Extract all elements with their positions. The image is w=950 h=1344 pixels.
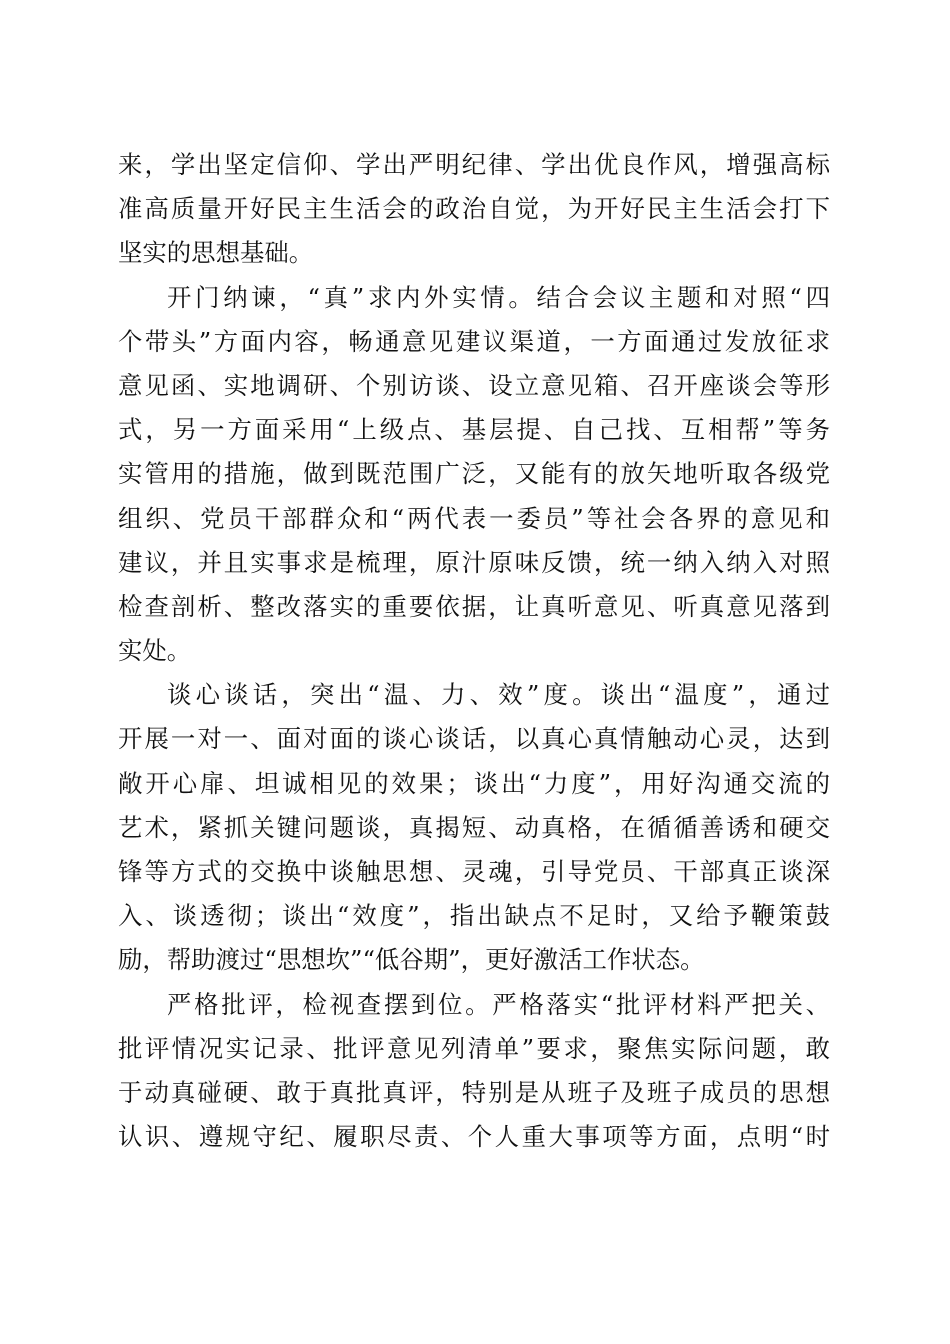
paragraph-2-line-1: 开门纳谏，“真”求内外实情。结合会议主题和对照“四 — [167, 282, 830, 312]
paragraph-1-line-2: 准高质量开好民主生活会的政治自觉，为开好民主生活会打下 — [118, 194, 830, 224]
paragraph-4-line-2: 批评情况实记录、批评意见列清单”要求，聚焦实际问题，敢 — [118, 1033, 830, 1063]
paragraph-3-line-7: 励，帮助渡过“思想坎”“低谷期”，更好激活工作状态。 — [118, 945, 705, 975]
paragraph-1-line-3: 坚实的思想基础。 — [118, 238, 314, 268]
paragraph-2-line-2: 个带头”方面内容，畅通意见建议渠道，一方面通过发放征求 — [118, 326, 830, 356]
paragraph-4-line-3: 于动真碰硬、敢于真批真评，特别是从班子及班子成员的思想 — [118, 1077, 830, 1107]
paragraph-3-line-2: 开展一对一、面对面的谈心谈话，以真心真情触动心灵，达到 — [118, 724, 830, 754]
paragraph-3-line-4: 艺术，紧抓关键问题谈，真揭短、动真格，在循循善诱和硬交 — [118, 812, 830, 842]
paragraph-3-line-3: 敞开心扉、坦诚相见的效果；谈出“力度”，用好沟通交流的 — [118, 768, 830, 798]
paragraph-2-line-6: 组织、党员干部群众和“两代表一委员”等社会各界的意见和 — [118, 503, 830, 533]
document-body — [118, 143, 830, 1159]
paragraph-2-line-3: 意见函、实地调研、个别访谈、设立意见箱、召开座谈会等形 — [118, 370, 830, 400]
paragraph-2-line-5: 实管用的措施，做到既范围广泛，又能有的放矢地听取各级党 — [118, 459, 830, 489]
paragraph-3-line-5: 锋等方式的交换中谈触思想、灵魂，引导党员、干部真正谈深 — [118, 857, 830, 886]
paragraph-4-line-1: 严格批评，检视查摆到位。严格落实“批评材料严把关、 — [167, 989, 830, 1019]
paragraph-2-line-4: 式，另一方面采用“上级点、基层提、自己找、互相帮”等务 — [118, 415, 830, 445]
paragraph-1-line-1: 来，学出坚定信仰、学出严明纪律、学出优良作风，增强高标 — [118, 150, 830, 179]
paragraph-4-line-4: 认识、遵规守纪、履职尽责、个人重大事项等方面，点明“时 — [118, 1122, 830, 1152]
paragraph-2-line-7: 建议，并且实事求是梳理，原汁原味反馈，统一纳入纳入对照 — [118, 547, 830, 577]
paragraph-2-line-8: 检查剖析、整改落实的重要依据，让真听意见、听真意见落到 — [118, 591, 830, 621]
paragraph-2-line-9: 实处。 — [118, 636, 192, 666]
paragraph-3-line-1: 谈心谈话，突出“温、力、效”度。谈出“温度”，通过 — [167, 680, 830, 710]
paragraph-3-line-6: 入、谈透彻；谈出“效度”，指出缺点不足时，又给予鞭策鼓 — [118, 901, 830, 931]
